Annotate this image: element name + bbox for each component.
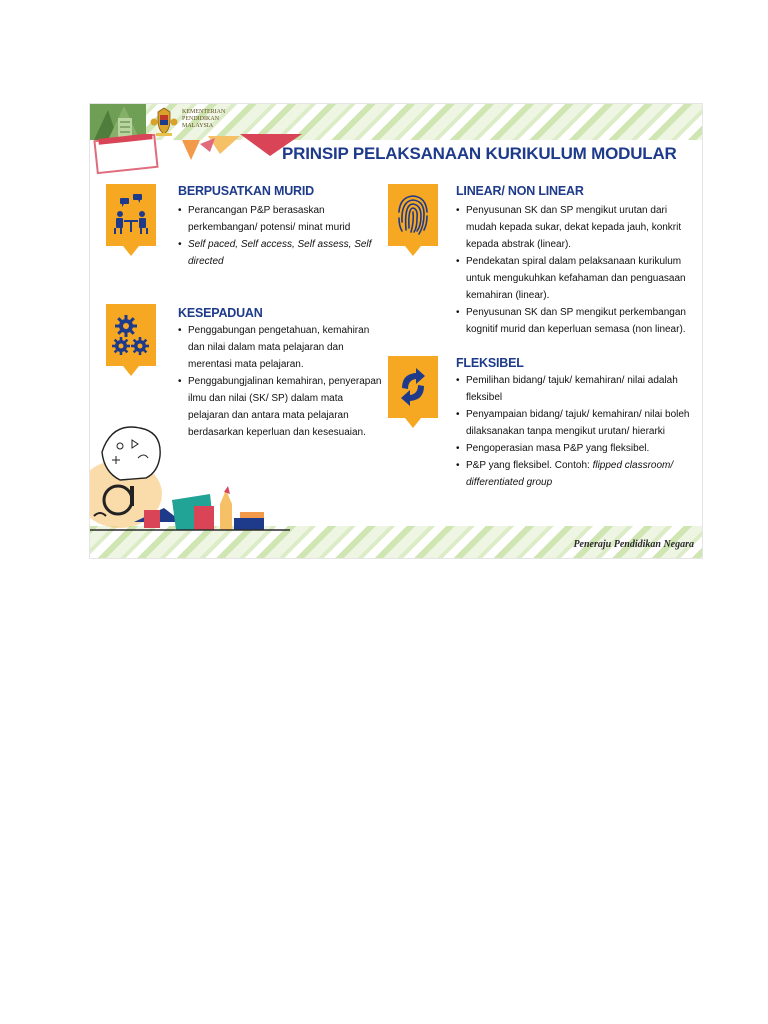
ministry-name	[182, 109, 252, 130]
refresh-icon	[388, 356, 438, 428]
section-title-berpusatkan-murid: BERPUSATKAN MURID	[178, 184, 314, 198]
list-item: • Self paced, Self access, Self assess, Self directed	[178, 236, 374, 270]
section-title-kesepaduan: KESEPADUAN	[178, 306, 263, 320]
slide	[90, 104, 702, 558]
list-item-example: flipped classroom/ differentiated group	[466, 460, 674, 488]
ministry-line-2: PENDIDIKAN	[182, 116, 219, 122]
list-item: • Pemilihan bidang/ tajuk/ kemahiran/ nilai adalah fleksibel	[456, 372, 696, 406]
list-linear	[456, 202, 696, 338]
list-fleksibel	[456, 372, 696, 491]
list-item: • Penyusunan SK dan SP mengikut urutan dari mudah kepada sukar, dekat kepada jauh, konkrit kepada abstrak (linear).	[456, 202, 696, 253]
list-item: • Pengoperasian masa P&P yang fleksibel.	[456, 440, 696, 457]
ministry-line-1: KEMENTERIAN	[182, 109, 226, 115]
list-item-prefix: P&P yang fleksibel. Contoh:	[466, 460, 593, 471]
gears-icon	[106, 304, 156, 376]
list-item: • Perancangan P&P berasaskan perkembangan/ potensi/ minat murid	[178, 202, 374, 236]
section-title-linear: LINEAR/ NON LINEAR	[456, 184, 584, 198]
list-berpusatkan-murid	[178, 202, 374, 270]
list-item: • Penyusunan SK dan SP mengikut perkembangan kognitif murid dan keperluan semasa (non linear).	[456, 304, 696, 338]
list-item: • Pendekatan spiral dalam pelaksanaan kurikulum untuk mengukuhkan kefahaman dan penguasaan kemahiran (linear).	[456, 253, 696, 304]
footer-tagline: Peneraju Pendidikan Negara	[573, 539, 694, 550]
list-item: • Penggabungan pengetahuan, kemahiran dan nilai dalam mata pelajaran dan merentasi mata pelajaran.	[178, 322, 382, 373]
list-item	[456, 457, 696, 491]
list-item: • Penggabungjalinan kemahiran, penyerapan ilmu dan nilai (SK/ SP) dalam mata pelajaran dan antara mata pelajaran berdasarkan keperluan dan kesesuaian.	[178, 373, 382, 441]
page-title: PRINSIP PELAKSANAAN KURIKULUM MODULAR	[282, 144, 677, 163]
section-title-fleksibel: FLEKSIBEL	[456, 356, 524, 370]
lightbulb-icon	[90, 422, 290, 532]
ministry-line-3: MALAYSIA	[182, 123, 214, 129]
list-item: • Penyampaian bidang/ tajuk/ kemahiran/ nilai boleh dilaksanakan tanpa mengikut urutan/ hierarki	[456, 406, 696, 440]
meeting-icon	[106, 184, 156, 256]
fingerprint-icon	[388, 184, 438, 256]
